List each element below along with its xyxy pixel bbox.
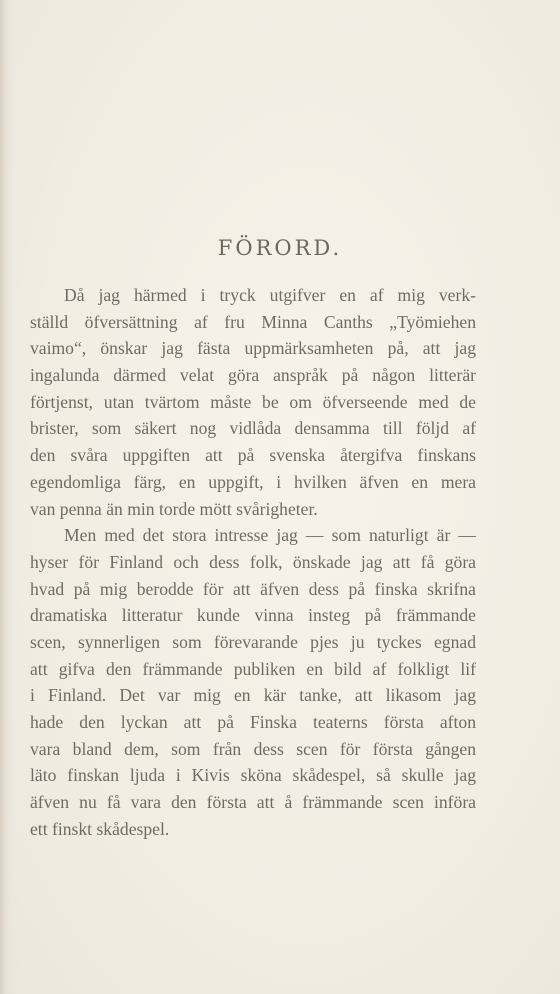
text-line: egendomliga färg, en uppgift, i hvilken äfven en mera <box>30 471 476 492</box>
text-line: brister, som säkert nog vidlåda densamma till följd af <box>30 418 476 439</box>
paragraph-1 <box>30 282 476 522</box>
text-line: ett finskt skådespel. <box>30 818 170 839</box>
preface-text <box>30 282 476 842</box>
text-line: att gifva den främmande publiken en bild af folkligt lif <box>30 658 476 679</box>
text-line: Då jag härmed i tryck utgifver en af mig verk- <box>64 285 476 305</box>
text-line: den svåra uppgiften att på svenska återgifva finskans <box>30 445 476 466</box>
text-line: scen, synnerligen som förevarande pjes ju tyckes egnad <box>30 631 476 652</box>
text-line: i Finland. Det var mig en kär tanke, att likasom jag <box>30 685 476 706</box>
text-line: dramatiska litteratur kunde vinna insteg på främmande <box>30 605 476 626</box>
text-line: ingalunda därmed velat göra anspråk på någon litterär <box>30 365 476 386</box>
text-line: van penna än min torde mött svårigheter. <box>30 498 318 519</box>
text-line: förtjenst, utan tvärtom måste be om öfverseende med de <box>30 391 476 412</box>
text-line: äfven nu få vara den första att å främmande scen införa <box>30 792 476 813</box>
text-line: hvad på mig berodde för att äfven dess på finska skrifna <box>30 578 476 599</box>
text-line: hade den lyckan att på Finska teaterns första afton <box>30 712 476 732</box>
text-line: läto finskan ljuda i Kivis sköna skådespel, så skulle jag <box>30 765 476 786</box>
text-line: vara bland dem, som från dess scen för första gången <box>30 738 476 759</box>
paragraph-2 <box>30 522 476 842</box>
page-spine-edge <box>0 0 14 994</box>
page-title: FÖRORD. <box>217 236 343 260</box>
text-line: vaimo“, önskar jag fästa uppmärksamheten på, att jag <box>30 338 476 359</box>
text-line: Men med det stora intresse jag — som naturligt är — <box>64 525 476 546</box>
text-line: ställd öfversättning af fru Minna Canths „Työmiehen <box>30 311 476 332</box>
text-line: hyser för Finland och dess folk, önskade jag att få göra <box>30 551 476 572</box>
